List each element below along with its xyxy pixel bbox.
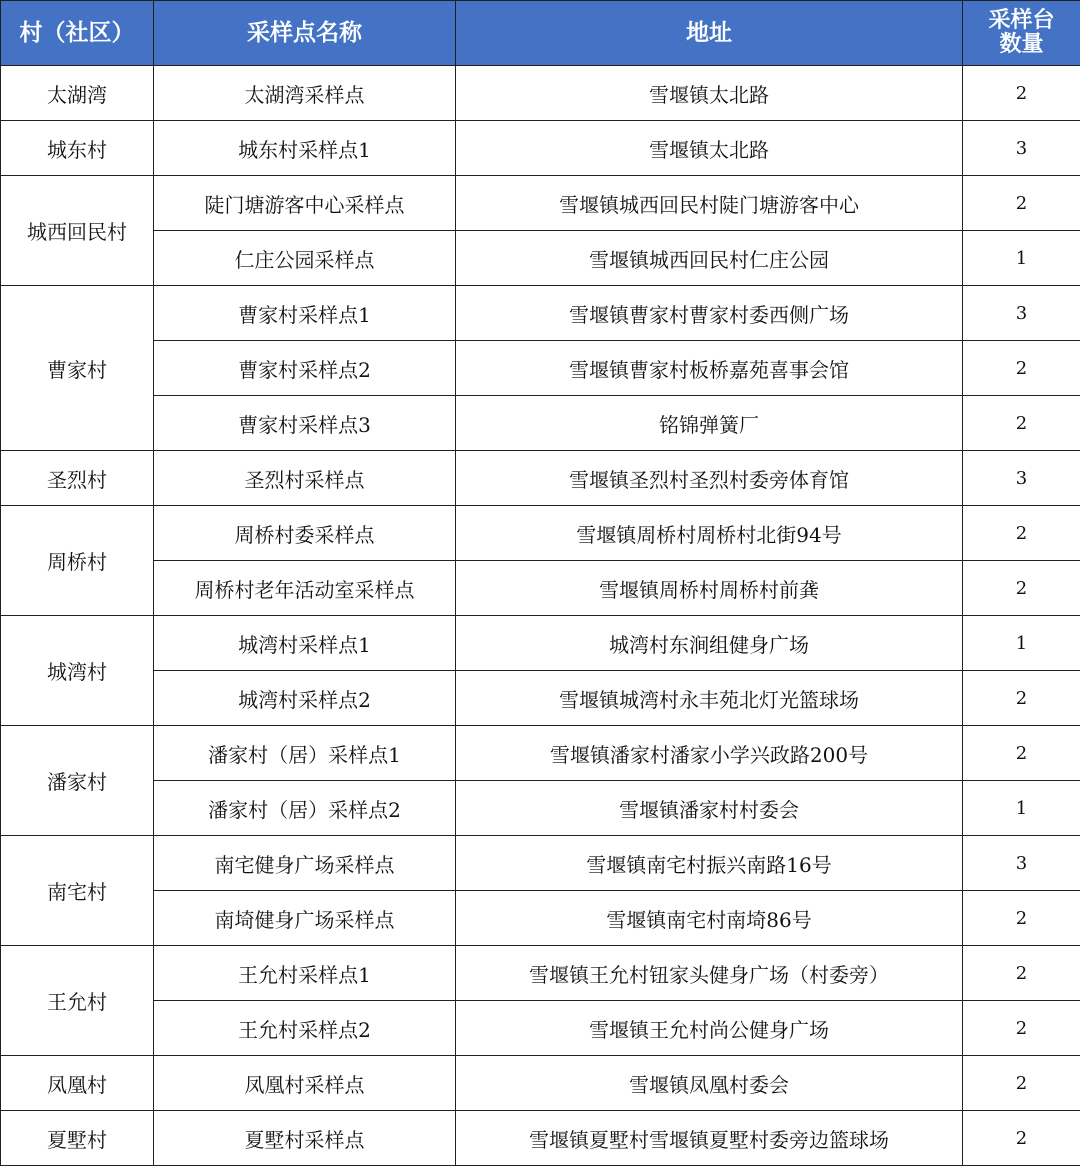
site-name-cell: 凤凰村采样点: [154, 1056, 456, 1111]
address-cell: 雪堰镇周桥村周桥村前龚: [456, 561, 963, 616]
count-cell: 1: [963, 231, 1080, 286]
count-cell: 1: [963, 781, 1080, 836]
address-cell: 雪堰镇城西回民村仁庄公园: [456, 231, 963, 286]
table-row: [1, 561, 1080, 616]
address-cell: 雪堰镇夏墅村雪堰镇夏墅村委旁边篮球场: [456, 1111, 963, 1166]
address-cell: 雪堰镇南宅村南埼86号: [456, 891, 963, 946]
site-name-cell: 周桥村委采样点: [154, 506, 456, 561]
address-cell: 雪堰镇潘家村潘家小学兴政路200号: [456, 726, 963, 781]
site-name-cell: 曹家村采样点1: [154, 286, 456, 341]
count-cell: 2: [963, 341, 1080, 396]
count-cell: 2: [963, 726, 1080, 781]
table-row: [1, 726, 1080, 781]
header-count: [963, 1, 1080, 66]
village-cell: 潘家村: [1, 726, 154, 836]
address-cell: 雪堰镇城西回民村陡门塘游客中心: [456, 176, 963, 231]
village-cell: 夏墅村: [1, 1111, 154, 1166]
table-row: [1, 66, 1080, 121]
header-count-line2: 数量: [999, 32, 1044, 57]
address-cell: 雪堰镇潘家村村委会: [456, 781, 963, 836]
table-row: [1, 341, 1080, 396]
site-name-cell: 曹家村采样点3: [154, 396, 456, 451]
table-row: [1, 781, 1080, 836]
count-cell: 3: [963, 836, 1080, 891]
site-name-cell: 潘家村（居）采样点1: [154, 726, 456, 781]
village-cell: 凤凰村: [1, 1056, 154, 1111]
count-cell: 2: [963, 891, 1080, 946]
village-cell: 城东村: [1, 121, 154, 176]
table-row: [1, 616, 1080, 671]
site-name-cell: 南埼健身广场采样点: [154, 891, 456, 946]
count-cell: 2: [963, 176, 1080, 231]
table-row: [1, 946, 1080, 1001]
site-name-cell: 王允村采样点2: [154, 1001, 456, 1056]
address-cell: 雪堰镇圣烈村圣烈村委旁体育馆: [456, 451, 963, 506]
count-cell: 3: [963, 286, 1080, 341]
count-cell: 2: [963, 1001, 1080, 1056]
site-name-cell: 太湖湾采样点: [154, 66, 456, 121]
count-cell: 2: [963, 671, 1080, 726]
address-cell: 雪堰镇太北路: [456, 66, 963, 121]
header-count-line1: 采样台: [988, 8, 1055, 33]
village-cell: 圣烈村: [1, 451, 154, 506]
site-name-cell: 曹家村采样点2: [154, 341, 456, 396]
table-row: [1, 121, 1080, 176]
count-cell: 2: [963, 1111, 1080, 1166]
header-village: 村（社区）: [1, 1, 154, 66]
address-cell: 雪堰镇凤凰村委会: [456, 1056, 963, 1111]
address-cell: 城湾村东涧组健身广场: [456, 616, 963, 671]
count-cell: 1: [963, 616, 1080, 671]
village-cell: 南宅村: [1, 836, 154, 946]
site-name-cell: 城湾村采样点1: [154, 616, 456, 671]
count-cell: 2: [963, 66, 1080, 121]
table-row: [1, 396, 1080, 451]
address-cell: 雪堰镇王允村钮家头健身广场（村委旁）: [456, 946, 963, 1001]
site-name-cell: 夏墅村采样点: [154, 1111, 456, 1166]
address-cell: 雪堰镇太北路: [456, 121, 963, 176]
village-cell: 周桥村: [1, 506, 154, 616]
village-cell: 王允村: [1, 946, 154, 1056]
address-cell: 雪堰镇城湾村永丰苑北灯光篮球场: [456, 671, 963, 726]
village-cell: 太湖湾: [1, 66, 154, 121]
address-cell: 雪堰镇周桥村周桥村北街94号: [456, 506, 963, 561]
table-row: [1, 836, 1080, 891]
table-row: [1, 286, 1080, 341]
site-name-cell: 圣烈村采样点: [154, 451, 456, 506]
site-name-cell: 城湾村采样点2: [154, 671, 456, 726]
address-cell: 雪堰镇曹家村板桥嘉苑喜事会馆: [456, 341, 963, 396]
table-row: [1, 231, 1080, 286]
count-cell: 2: [963, 1056, 1080, 1111]
table-row: [1, 1056, 1080, 1111]
header-site-name: 采样点名称: [154, 1, 456, 66]
site-name-cell: 周桥村老年活动室采样点: [154, 561, 456, 616]
village-cell: 城湾村: [1, 616, 154, 726]
village-cell: 城西回民村: [1, 176, 154, 286]
count-cell: 2: [963, 396, 1080, 451]
count-cell: 2: [963, 506, 1080, 561]
header-address: 地址: [456, 1, 963, 66]
address-cell: 雪堰镇南宅村振兴南路16号: [456, 836, 963, 891]
count-cell: 2: [963, 946, 1080, 1001]
village-cell: 曹家村: [1, 286, 154, 451]
count-cell: 3: [963, 121, 1080, 176]
site-name-cell: 仁庄公园采样点: [154, 231, 456, 286]
table-row: [1, 506, 1080, 561]
site-name-cell: 潘家村（居）采样点2: [154, 781, 456, 836]
address-cell: 雪堰镇曹家村曹家村委西侧广场: [456, 286, 963, 341]
header-row: [1, 1, 1080, 66]
count-cell: 3: [963, 451, 1080, 506]
site-name-cell: 城东村采样点1: [154, 121, 456, 176]
table-row: [1, 1111, 1080, 1166]
site-name-cell: 王允村采样点1: [154, 946, 456, 1001]
address-cell: 雪堰镇王允村尚公健身广场: [456, 1001, 963, 1056]
count-cell: 2: [963, 561, 1080, 616]
table-row: [1, 891, 1080, 946]
table-row: [1, 451, 1080, 506]
table-body: [1, 66, 1080, 1166]
site-name-cell: 陡门塘游客中心采样点: [154, 176, 456, 231]
site-name-cell: 南宅健身广场采样点: [154, 836, 456, 891]
table-row: [1, 176, 1080, 231]
address-cell: 铭锦弹簧厂: [456, 396, 963, 451]
table-row: [1, 671, 1080, 726]
table-row: [1, 1001, 1080, 1056]
